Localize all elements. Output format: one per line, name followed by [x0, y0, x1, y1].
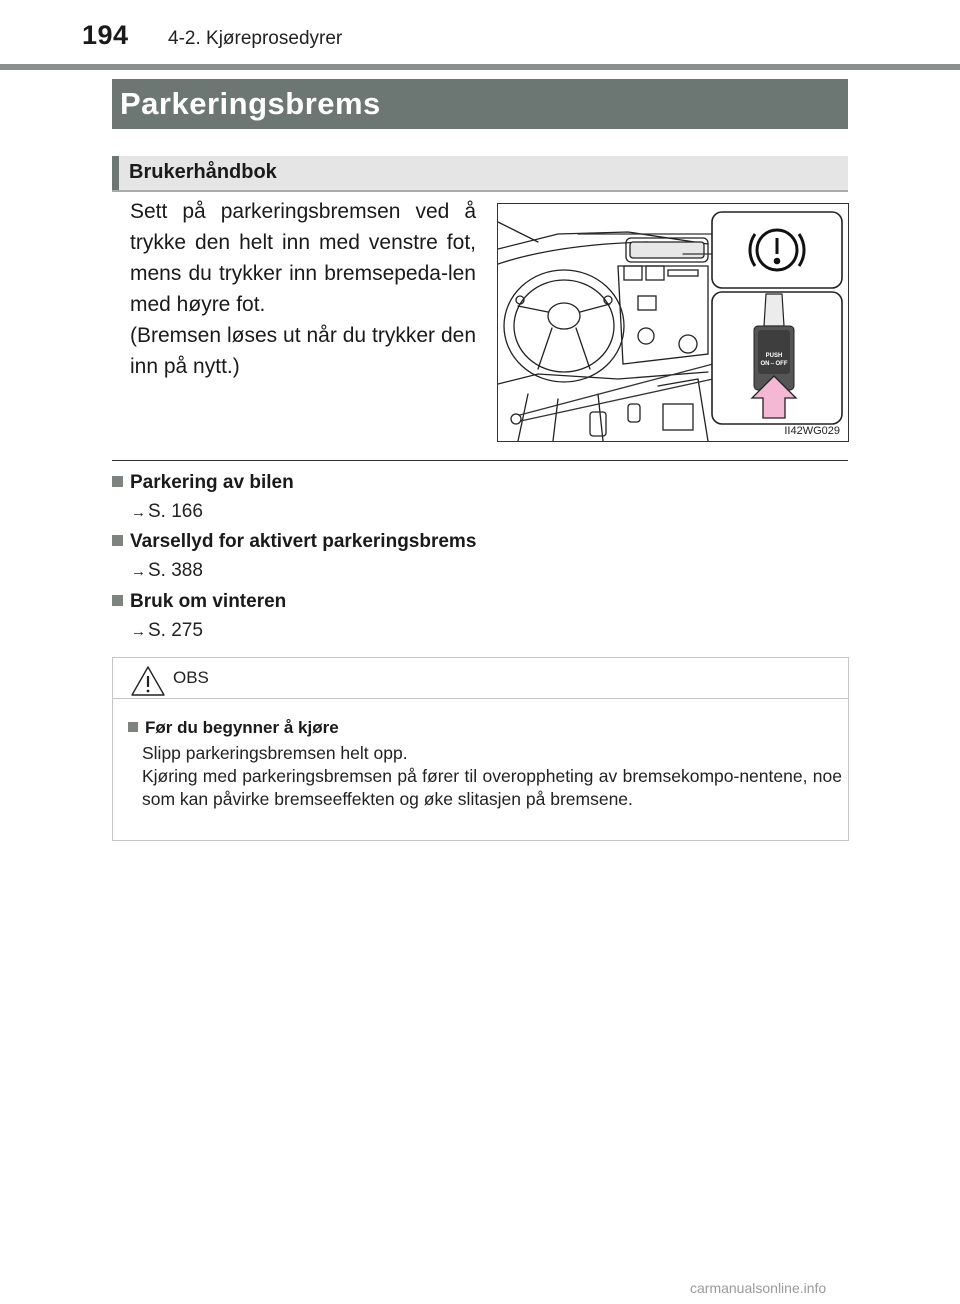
page-reference-link[interactable]: → S. 388 — [131, 560, 203, 581]
bullet-square-icon — [128, 722, 138, 732]
subheading-accent — [112, 156, 119, 190]
bullet-square-icon — [112, 595, 123, 606]
header-rule — [0, 64, 960, 70]
warning-triangle-icon — [130, 665, 166, 697]
dashboard-illustration — [498, 204, 848, 441]
caution-line-1: Slipp parkeringsbremsen helt opp. — [142, 743, 408, 763]
arrow-right-icon: → — [131, 623, 146, 640]
reference-heading: Bruk om vinteren — [112, 591, 286, 613]
pedal-label-push: PUSH — [765, 353, 783, 359]
caution-subheading: Før du begynner å kjøre — [128, 718, 339, 738]
caution-line-2: Kjøring med parkeringsbremsen på fører til overoppheting av bremsekompo-nentene, noe som kan påvirke bremseeffekten og øke slitasjen på bremsene. — [142, 766, 842, 809]
subheading: Brukerhåndbok — [129, 161, 277, 183]
intro-paragraph-2: (Bremsen løses ut når du trykker den inn på nytt.) — [130, 324, 476, 378]
figure-code: II42WG029 — [784, 425, 840, 437]
caution-label: OBS — [173, 668, 209, 687]
caution-header — [113, 658, 848, 699]
page-reference-link[interactable]: → S. 166 — [131, 501, 203, 522]
section-title: Parkeringsbrems — [120, 86, 381, 121]
reference-heading: Varsellyd for aktivert parkeringsbrems — [112, 531, 476, 553]
parking-brake-figure — [497, 203, 849, 442]
arrow-right-icon: → — [131, 504, 146, 521]
bullet-square-icon — [112, 535, 123, 546]
pedal-label-onoff: ON⇔OFF — [760, 361, 788, 367]
page-reference-link[interactable]: → S. 275 — [131, 620, 203, 641]
caution-box — [112, 657, 849, 841]
intro-text — [130, 196, 476, 382]
chapter-title: 4-2. Kjøreprosedyrer — [168, 28, 343, 49]
section-title-bar — [112, 79, 848, 129]
subheading-bar — [112, 156, 848, 192]
intro-paragraph-1: Sett på parkeringsbremsen ved å trykke den helt inn med venstre fot, mens du trykker inn bremsepeda-len med høyre fot. — [130, 200, 476, 316]
page-number: 194 — [82, 20, 129, 50]
bullet-square-icon — [112, 476, 123, 487]
arrow-right-icon: → — [131, 563, 146, 580]
watermark: carmanualsonline.info — [690, 1280, 827, 1296]
section-divider — [112, 460, 848, 461]
reference-heading: Parkering av bilen — [112, 472, 294, 494]
caution-text — [142, 742, 842, 811]
